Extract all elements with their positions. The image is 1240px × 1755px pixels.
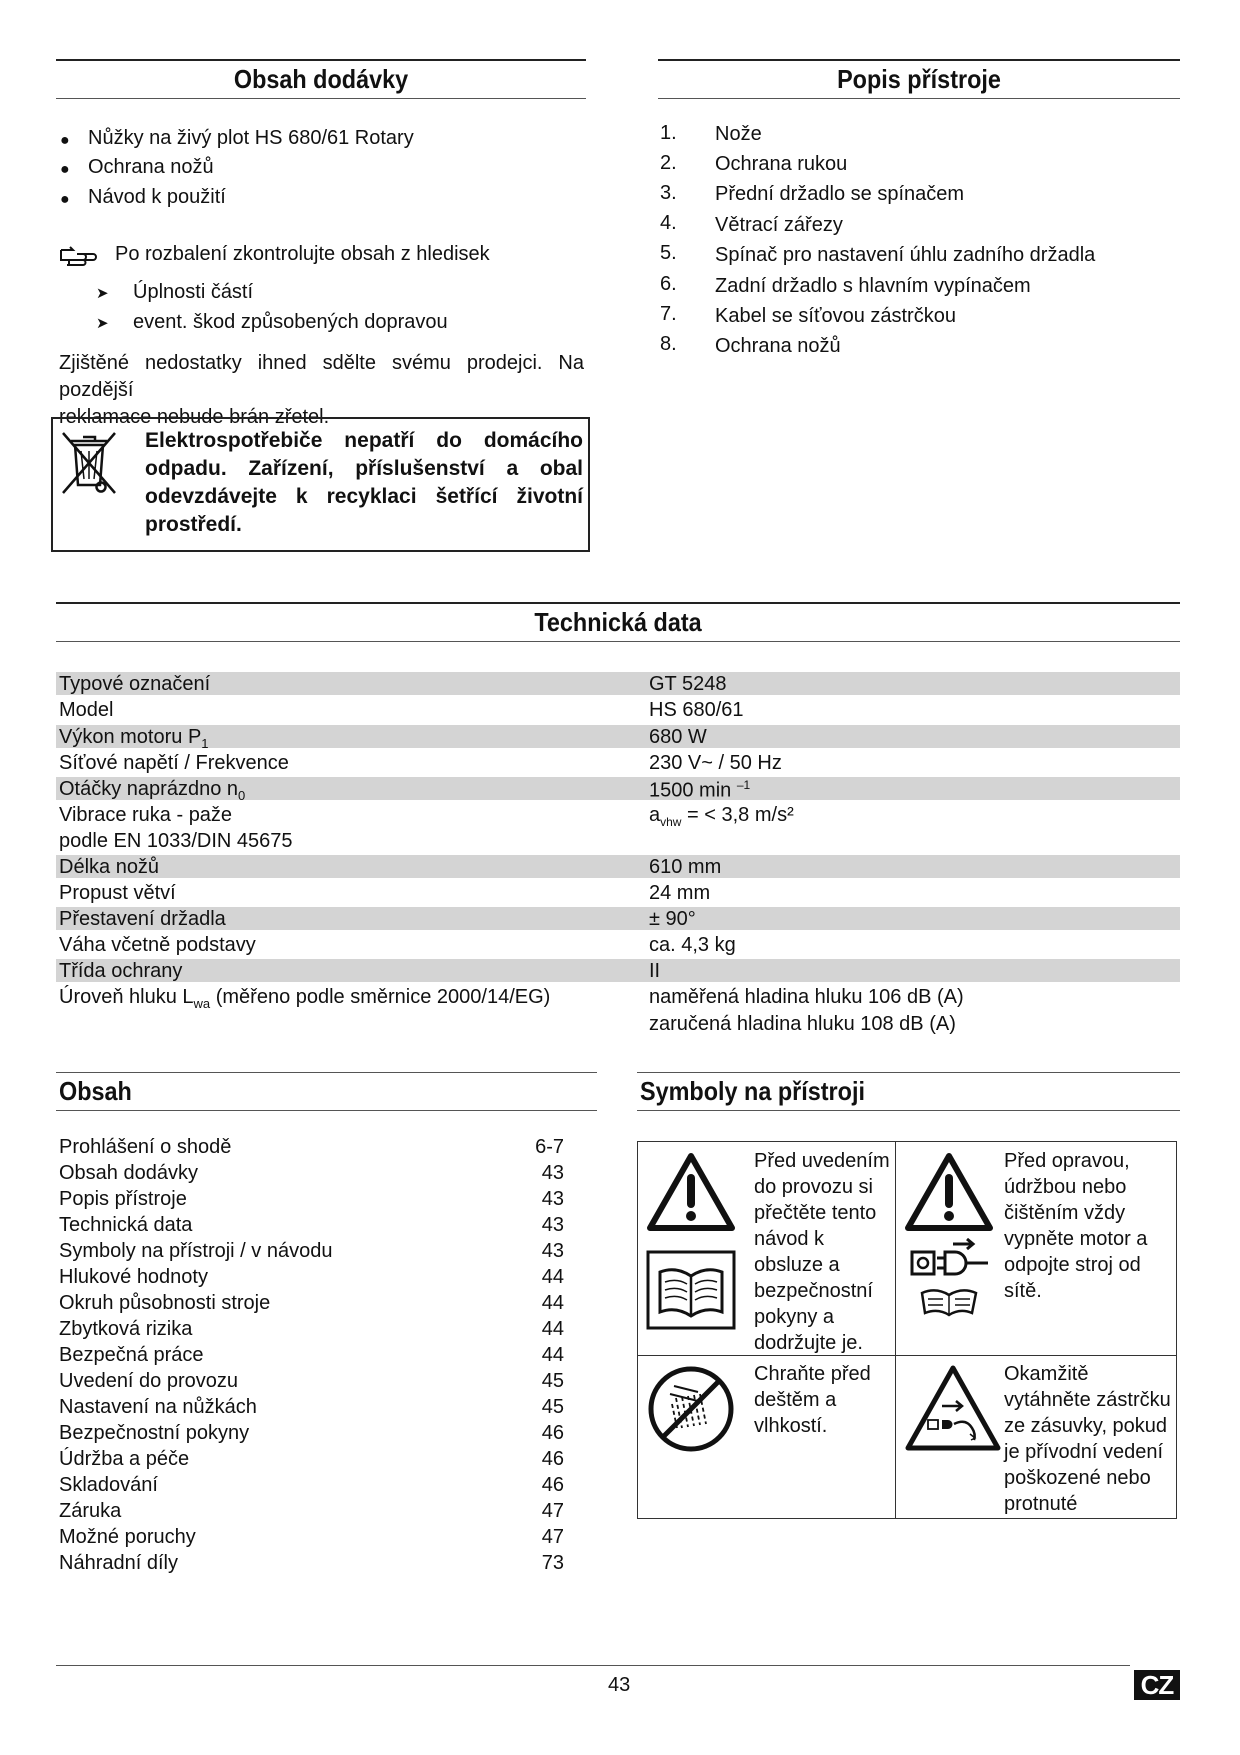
part-number: 5.: [660, 242, 677, 264]
toc-page: 46: [541, 1422, 564, 1444]
toc-title: Zbytková rizika: [59, 1318, 193, 1340]
toc-entry[interactable]: [59, 1318, 564, 1344]
toc-entry[interactable]: [59, 1552, 564, 1578]
section-rule-top: [56, 1072, 597, 1073]
tech-key: Délka nožů: [59, 856, 160, 878]
toc-entry[interactable]: [59, 1214, 564, 1240]
toc-entry[interactable]: [59, 1526, 564, 1552]
tech-value: GT 5248: [649, 673, 727, 695]
warning-triangle-icon: [646, 1152, 736, 1232]
part-label: Ochrana rukou: [715, 153, 848, 175]
table-row: [56, 725, 1180, 751]
toc-title: Bezpečná práce: [59, 1344, 204, 1366]
section-title-symboly: Symboly na přístroji: [640, 1076, 865, 1106]
toc-entry[interactable]: [59, 1500, 564, 1526]
table-row: [56, 985, 1180, 1011]
part-label: Nože: [715, 123, 762, 145]
toc-page: 47: [541, 1526, 564, 1548]
toc-title: Bezpečnostní pokyny: [59, 1422, 250, 1444]
toc-entry[interactable]: [59, 1344, 564, 1370]
table-row: [56, 672, 1180, 695]
arrow-bullet-icon: ➤: [96, 315, 109, 332]
symbol-description: Před opravou, údržbou nebo čištěním vždy vypněte motor a odpojte stroj od sítě.: [1004, 1150, 1148, 1302]
part-number: 3.: [660, 182, 677, 204]
tech-value: II: [649, 960, 661, 982]
tech-key: Váha včetně podstavy: [59, 934, 256, 956]
tech-key: Síťové napětí / Frekvence: [59, 752, 289, 774]
table-row: [56, 829, 1180, 852]
toc-page: 45: [541, 1396, 564, 1418]
tech-value: $a_{vhw}$ = < 3,8 m/s²: [649, 804, 794, 829]
toc-entry[interactable]: [59, 1136, 564, 1162]
toc-page: 44: [541, 1318, 564, 1340]
symbol-description: Okamžitě vytáhněte zástrčku ze zásuvky, pokud je přívodní vedení poškozené nebo protnuté: [1004, 1363, 1171, 1515]
tech-key: Model: [59, 699, 114, 721]
warning-line: prostředí.: [145, 513, 242, 536]
part-number: 4.: [660, 212, 677, 234]
section-title-obsah-dodavky: Obsah dodávky: [233, 64, 409, 94]
section-rule-bottom: [637, 1110, 1180, 1111]
language-badge: CZ: [1134, 1670, 1180, 1700]
footer-rule: [56, 1665, 1130, 1666]
no-rain-icon: [646, 1364, 736, 1454]
list-item: event. škod způsobených dopravou: [133, 311, 448, 333]
toc-entry[interactable]: [59, 1448, 564, 1474]
toc-title: Skladování: [59, 1474, 158, 1496]
toc-title: Nastavení na nůžkách: [59, 1396, 257, 1418]
manual-book-icon: [918, 1285, 980, 1317]
toc-entry[interactable]: [59, 1396, 564, 1422]
section-rule-bottom: [56, 1110, 597, 1111]
toc-title: Možné poruchy: [59, 1526, 196, 1548]
toc-title: Uvedení do provozu: [59, 1370, 239, 1392]
toc-entry[interactable]: [59, 1162, 564, 1188]
toc-title: Hlukové hodnoty: [59, 1266, 208, 1288]
list-item: Úplnosti částí: [133, 281, 254, 303]
toc-page: 73: [541, 1552, 564, 1574]
tech-key: Přestavení držadla: [59, 908, 226, 930]
symbol-description: Před uvedením do provozu si přečtěte tento návod k obsluze a bezpečnostní pokyny a dodržujte je.: [754, 1150, 890, 1354]
toc-page: 44: [541, 1266, 564, 1288]
tech-value: naměřená hladina hluku 106 dB (A): [649, 986, 964, 1008]
section-rule-top: [56, 602, 1180, 604]
tech-value: zaručená hladina hluku 108 dB (A): [649, 1013, 956, 1035]
tech-value: 680 W: [649, 726, 707, 748]
tech-key: Otáčky naprázdno $n_0$: [59, 778, 246, 803]
list-item: Nůžky na živý plot HS 680/61 Rotary: [88, 127, 414, 149]
toc-title: Náhradní díly: [59, 1552, 178, 1574]
crossed-bin-icon: [59, 427, 119, 497]
list-item: Návod k použití: [88, 186, 226, 208]
paragraph-line: reklamace nebude brán zřetel.: [59, 406, 330, 428]
table-row: [56, 751, 1180, 774]
section-rule-top: [637, 1072, 1180, 1073]
page-number: 43: [608, 1674, 631, 1696]
tech-key: Typové označení: [59, 673, 211, 695]
section-rule-top: [56, 59, 586, 61]
part-number: 6.: [660, 273, 677, 295]
toc-entry[interactable]: [59, 1240, 564, 1266]
section-rule-bottom: [56, 641, 1180, 642]
part-number: 1.: [660, 122, 677, 144]
toc-entry[interactable]: [59, 1292, 564, 1318]
tech-value: ± 90°: [649, 908, 696, 930]
toc-page: 44: [541, 1292, 564, 1314]
toc-entry[interactable]: [59, 1266, 564, 1292]
section-title-obsah: Obsah: [59, 1076, 132, 1106]
toc-page: 46: [541, 1448, 564, 1470]
section-title-tech: Technická data: [534, 607, 702, 637]
toc-title: Obsah dodávky: [59, 1162, 198, 1184]
toc-title: Prohlášení o shodě: [59, 1136, 232, 1158]
symbols-table: [637, 1141, 1177, 1519]
toc-page: 46: [541, 1474, 564, 1496]
list-item: Ochrana nožů: [88, 156, 214, 178]
toc-entry[interactable]: [59, 1370, 564, 1396]
warning-line: odpadu. Zařízení, příslušenství a obal: [145, 457, 583, 480]
bullet-icon: ●: [60, 132, 70, 149]
tech-value: 230 V~ / 50 Hz: [649, 752, 782, 774]
table-row: [56, 907, 1180, 930]
damaged-cable-warning-icon: [904, 1364, 1002, 1454]
tech-value: 1500 min $^{-1}$: [649, 778, 751, 802]
table-row: [56, 777, 1180, 803]
table-divider: [895, 1142, 896, 1518]
recycling-warning-box: [51, 417, 590, 552]
toc-page: 6-7: [535, 1136, 564, 1158]
toc-page: 43: [541, 1240, 564, 1262]
warning-line: Elektrospotřebiče nepatří do domácího: [145, 429, 583, 452]
bullet-icon: ●: [60, 161, 70, 178]
toc-title: Symboly na přístroji / v návodu: [59, 1240, 333, 1262]
section-title-popis: Popis přístroje: [837, 64, 1001, 94]
toc-entry[interactable]: [59, 1474, 564, 1500]
warning-line: odevzdávejte k recyklaci šetřící životní: [145, 485, 583, 508]
tech-key: Vibrace ruka - paže: [59, 804, 233, 826]
symbol-description: Chraňte před deštěm a vlhkostí.: [754, 1363, 871, 1437]
tech-value: 24 mm: [649, 882, 711, 904]
part-number: 8.: [660, 333, 677, 355]
table-row: [56, 1012, 1180, 1035]
part-label: Větrací zářezy: [715, 214, 843, 236]
toc-title: Popis přístroje: [59, 1188, 187, 1210]
bullet-icon: ●: [60, 191, 70, 208]
manual-book-icon: [646, 1250, 736, 1330]
toc-page: 43: [541, 1214, 564, 1236]
table-row: [56, 803, 1180, 829]
inspection-note: Po rozbalení zkontrolujte obsah z hledisek: [115, 243, 490, 265]
tech-key: Výkon motoru $P_1$: [59, 726, 209, 751]
toc-entry[interactable]: [59, 1188, 564, 1214]
tech-key: Třída ochrany: [59, 960, 183, 982]
section-rule-bottom: [658, 98, 1180, 99]
part-number: 2.: [660, 152, 677, 174]
part-label: Zadní držadlo s hlavním vypínačem: [715, 275, 1031, 297]
part-number: 7.: [660, 303, 677, 325]
table-row: [56, 881, 1180, 904]
toc-page: 45: [541, 1370, 564, 1392]
toc-title: Okruh působnosti stroje: [59, 1292, 271, 1314]
toc-title: Údržba a péče: [59, 1448, 190, 1470]
tech-value: HS 680/61: [649, 699, 744, 721]
toc-page: 44: [541, 1344, 564, 1366]
arrow-bullet-icon: ➤: [96, 285, 109, 302]
toc-entry[interactable]: [59, 1422, 564, 1448]
tech-value: 610 mm: [649, 856, 722, 878]
tech-key: Propust větví: [59, 882, 176, 904]
tech-key: Úroveň hluku $L_{wa}$ (měřeno podle směrnice 2000/14/EG): [59, 986, 551, 1011]
unplug-icon: [909, 1238, 993, 1278]
part-label: Přední držadlo se spínačem: [715, 183, 965, 205]
toc-title: Záruka: [59, 1500, 122, 1522]
toc-page: 43: [541, 1162, 564, 1184]
warning-triangle-icon: [904, 1152, 994, 1232]
table-divider: [638, 1355, 1176, 1356]
toc-title: Technická data: [59, 1214, 193, 1236]
table-row: [56, 698, 1180, 721]
part-label: Spínač pro nastavení úhlu zadního držadla: [715, 244, 1096, 266]
tech-value: ca. 4,3 kg: [649, 934, 736, 956]
table-row: [56, 855, 1180, 878]
tech-key: podle EN 1033/DIN 45675: [59, 830, 293, 852]
toc-page: 47: [541, 1500, 564, 1522]
warning-text: [145, 427, 583, 539]
paragraph-line: Zjištěné nedostatky ihned sdělte svému prodejci. Na pozdější: [59, 352, 584, 401]
toc-page: 43: [541, 1188, 564, 1210]
section-rule-top: [658, 59, 1180, 61]
part-label: Ochrana nožů: [715, 335, 841, 357]
table-row: [56, 933, 1180, 956]
table-row: [56, 959, 1180, 982]
pointing-hand-icon: [59, 245, 99, 267]
section-rule-bottom: [56, 98, 586, 99]
part-label: Kabel se síťovou zástrčkou: [715, 305, 956, 327]
